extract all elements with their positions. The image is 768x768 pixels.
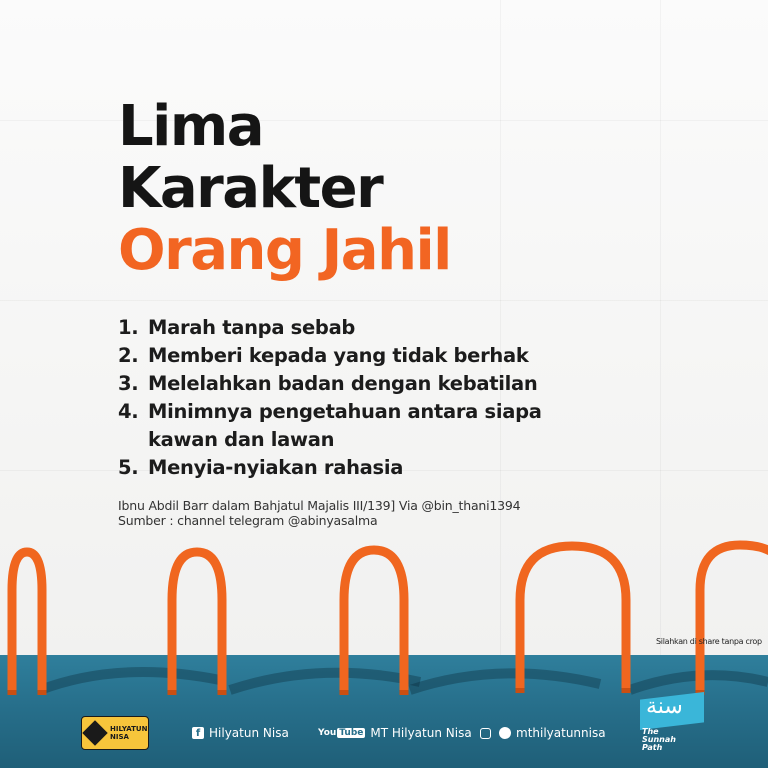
youtube-link[interactable] bbox=[318, 726, 472, 740]
sunnah-line-3: Path bbox=[642, 743, 663, 752]
list-item-number: 3. bbox=[118, 372, 139, 395]
list-item-number: 4. bbox=[118, 400, 139, 423]
list-item bbox=[118, 370, 588, 398]
instagram-telegram-link[interactable] bbox=[480, 726, 606, 740]
instagram-icon bbox=[480, 728, 491, 739]
logo-mark-icon bbox=[82, 720, 107, 745]
list-item-number: 5. bbox=[118, 456, 139, 479]
hilyatun-nisa-logo bbox=[81, 716, 149, 750]
instagram-label: mthilyatunnisa bbox=[516, 726, 606, 740]
logo-text-line-1: HILYATUN bbox=[110, 725, 148, 733]
list-item-text: Menyia-nyiakan rahasia bbox=[148, 456, 404, 479]
character-list bbox=[118, 314, 588, 482]
source-line-2: Sumber : channel telegram @abinyasalma bbox=[118, 513, 378, 528]
list-item-text: Melelahkan badan dengan kebatilan bbox=[148, 372, 538, 395]
list-item bbox=[118, 314, 588, 342]
facebook-icon: f bbox=[192, 727, 204, 739]
sunnah-line-2: Sunnah bbox=[642, 735, 676, 744]
sunnah-line-1: The bbox=[642, 727, 659, 736]
list-item-number: 2. bbox=[118, 344, 139, 367]
list-item-text: Memberi kepada yang tidak berhak bbox=[148, 344, 529, 367]
title-line-1: Lima bbox=[118, 94, 264, 159]
list-item-number: 1. bbox=[118, 316, 139, 339]
list-item bbox=[118, 398, 588, 454]
source-line-1: Ibnu Abdil Barr dalam Bahjatul Majalis III/139] Via @bin_thani1394 bbox=[118, 498, 521, 513]
the-sunnah-path-logo bbox=[640, 684, 706, 754]
logo-text-line-2: NISA bbox=[110, 733, 129, 741]
source-citation bbox=[118, 498, 520, 528]
list-item-text: Minimnya pengetahuan antara siapa kawan dan lawan bbox=[148, 400, 542, 451]
telegram-icon bbox=[499, 727, 511, 739]
list-item bbox=[118, 342, 588, 370]
facebook-link[interactable] bbox=[192, 726, 289, 740]
sunnah-arabic-text: سنة bbox=[646, 694, 683, 719]
poster-title bbox=[118, 96, 451, 282]
title-line-3: Orang Jahil bbox=[118, 218, 451, 283]
list-item bbox=[118, 454, 588, 482]
list-item-text: Marah tanpa sebab bbox=[148, 316, 356, 339]
youtube-icon: You Tube bbox=[318, 728, 364, 738]
title-line-2: Karakter bbox=[118, 156, 383, 221]
youtube-label: MT Hilyatun Nisa bbox=[370, 726, 472, 740]
facebook-label: Hilyatun Nisa bbox=[209, 726, 289, 740]
share-note: Silahkan di share tanpa crop bbox=[656, 637, 762, 646]
